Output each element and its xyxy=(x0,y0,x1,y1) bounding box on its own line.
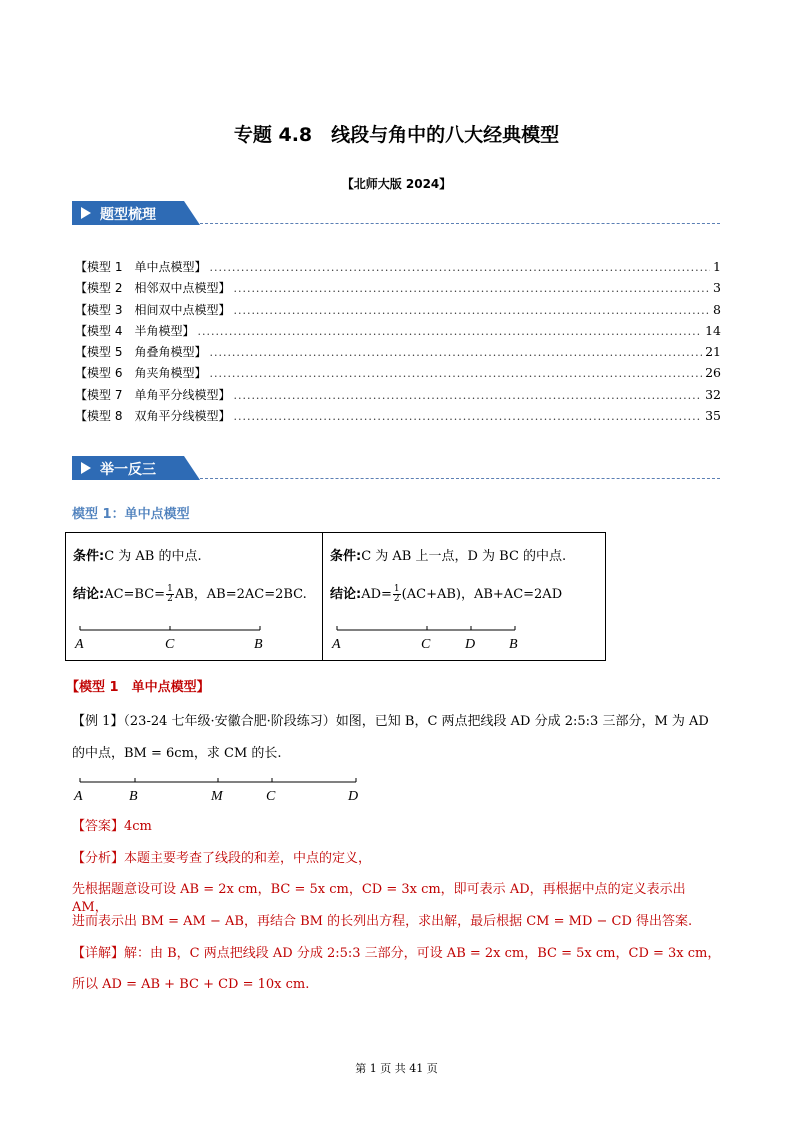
fraction-numerator: 1 xyxy=(167,584,173,594)
toc-page: 14 xyxy=(705,322,721,338)
toc-label: 【模型 7 单角平分线模型】 xyxy=(75,387,231,402)
example-line-2: 的中点，BM = 6cm，求 CM 的长. xyxy=(72,746,282,761)
toc-page: 26 xyxy=(705,365,721,381)
toc-leader xyxy=(233,389,702,402)
conclusion-text: AB，AB=2AC=2BC. xyxy=(174,587,307,602)
toc-page: 35 xyxy=(705,408,721,424)
toc-page: 32 xyxy=(705,386,721,402)
detail-line-1: 【详解】解：由 B，C 两点把线段 AD 分成 2:5:3 三部分，可设 AB = 2x cm，BC = 5x cm，CD = 3x cm， xyxy=(72,946,721,961)
toc-leader xyxy=(209,367,702,380)
toc-entry[interactable] xyxy=(75,386,721,407)
conclusion-label: 结论: xyxy=(73,587,105,602)
section-banner-toc xyxy=(72,201,720,227)
model-heading: 模型 1：单中点模型 xyxy=(72,507,190,522)
condition-label: 条件: xyxy=(73,549,105,564)
toc-label: 【模型 3 相间双中点模型】 xyxy=(75,302,231,317)
toc-label: 【模型 6 角夹角模型】 xyxy=(75,366,207,381)
fraction-numerator: 1 xyxy=(393,584,400,594)
condition-label: 条件: xyxy=(330,549,362,564)
toc-page: 21 xyxy=(705,344,721,360)
toc-page: 8 xyxy=(713,301,721,317)
conclusion-label: 结论: xyxy=(330,587,362,602)
dashed-divider xyxy=(200,223,720,224)
point-label: B xyxy=(509,637,518,651)
fraction-denominator: 2 xyxy=(167,594,173,604)
example-segment-diagram xyxy=(72,775,367,805)
point-label: M xyxy=(211,789,223,804)
toc-entry[interactable] xyxy=(75,301,721,322)
analysis-line-1: 【分析】本题主要考查了线段的和差，中点的定义， xyxy=(72,851,372,866)
toc-leader xyxy=(209,346,702,359)
toc-label: 【模型 8 双角平分线模型】 xyxy=(75,409,231,424)
conclusion-text: AD= xyxy=(361,587,392,602)
segment-diagram-right xyxy=(329,621,529,651)
point-label: B xyxy=(254,637,263,651)
table-of-contents xyxy=(75,258,721,428)
toc-entry[interactable] xyxy=(75,407,721,428)
point-label: C xyxy=(421,637,431,651)
toc-entry[interactable] xyxy=(75,258,721,279)
condition-text: C 为 AB 的中点. xyxy=(104,549,202,564)
toc-label: 【模型 1 单中点模型】 xyxy=(75,260,207,274)
condition-text: C 为 AB 上一点，D 为 BC 的中点. xyxy=(361,549,567,564)
right-conclusion xyxy=(330,583,562,604)
segment-diagram-left xyxy=(72,621,272,651)
point-label: D xyxy=(348,789,359,804)
dashed-divider xyxy=(200,478,720,479)
section-banner-examples xyxy=(72,456,720,482)
example-line-1: 【例 1】（23-24 七年级·安徽合肥·阶段练习）如图，已知 B，C 两点把线段 AD 分成 2:5:3 三部分，M 为 AD xyxy=(72,714,709,729)
model-table xyxy=(65,532,606,661)
point-label: C xyxy=(266,789,276,804)
fraction xyxy=(393,585,401,604)
page-title: 专题 4.8 线段与角中的八大经典模型 xyxy=(233,124,560,146)
page-footer: 第 1 页 共 41 页 xyxy=(355,1062,438,1075)
toc-page: 1 xyxy=(713,259,721,274)
analysis-line-3: 进而表示出 BM = AM − AB，再结合 BM 的长列出方程，求出解，最后根据 CM = MD − CD 得出答案. xyxy=(72,914,693,929)
analysis-line-2: 先根据题意设可设 AB = 2x cm，BC = 5x cm，CD = 3x cm，即可表示 AD，再根据中点的定义表示出 AM， xyxy=(72,882,686,915)
fraction-denominator: 2 xyxy=(393,594,400,604)
toc-leader xyxy=(233,282,710,295)
answer-line: 【答案】4cm xyxy=(72,819,152,834)
toc-leader xyxy=(233,410,702,423)
section-label: 举一反三 xyxy=(100,462,156,478)
play-arrow-icon xyxy=(81,207,91,219)
toc-entry[interactable] xyxy=(75,343,721,364)
point-label: D xyxy=(465,637,476,651)
toc-leader xyxy=(209,261,710,274)
point-label: B xyxy=(129,789,138,804)
example-heading: 【模型 1 单中点模型】 xyxy=(66,680,210,695)
fraction xyxy=(166,585,174,604)
right-condition xyxy=(330,545,566,564)
toc-entry[interactable] xyxy=(75,322,721,343)
point-label: C xyxy=(165,637,175,651)
point-label: A xyxy=(332,637,341,651)
point-label: A xyxy=(74,789,83,804)
toc-label: 【模型 4 半角模型】 xyxy=(75,323,195,338)
toc-page: 3 xyxy=(713,280,721,296)
toc-entry[interactable] xyxy=(75,279,721,300)
detail-line-2: 所以 AD = AB + BC + CD = 10x cm. xyxy=(72,977,310,992)
conclusion-text: (AC+AB)，AB+AC=2AD xyxy=(401,587,563,602)
toc-label: 【模型 2 相邻双中点模型】 xyxy=(75,281,231,296)
conclusion-text: AC=BC= xyxy=(104,587,166,602)
section-label: 题型梳理 xyxy=(100,207,156,223)
edition-label: 【北师大版 2024】 xyxy=(341,177,452,191)
toc-leader xyxy=(233,304,710,317)
toc-label: 【模型 5 角叠角模型】 xyxy=(75,345,207,360)
toc-entry[interactable] xyxy=(75,364,721,385)
table-divider xyxy=(322,533,323,660)
left-conclusion xyxy=(73,583,307,604)
toc-leader xyxy=(197,325,702,338)
left-condition xyxy=(73,545,202,564)
play-arrow-icon xyxy=(81,462,91,474)
point-label: A xyxy=(75,637,84,651)
